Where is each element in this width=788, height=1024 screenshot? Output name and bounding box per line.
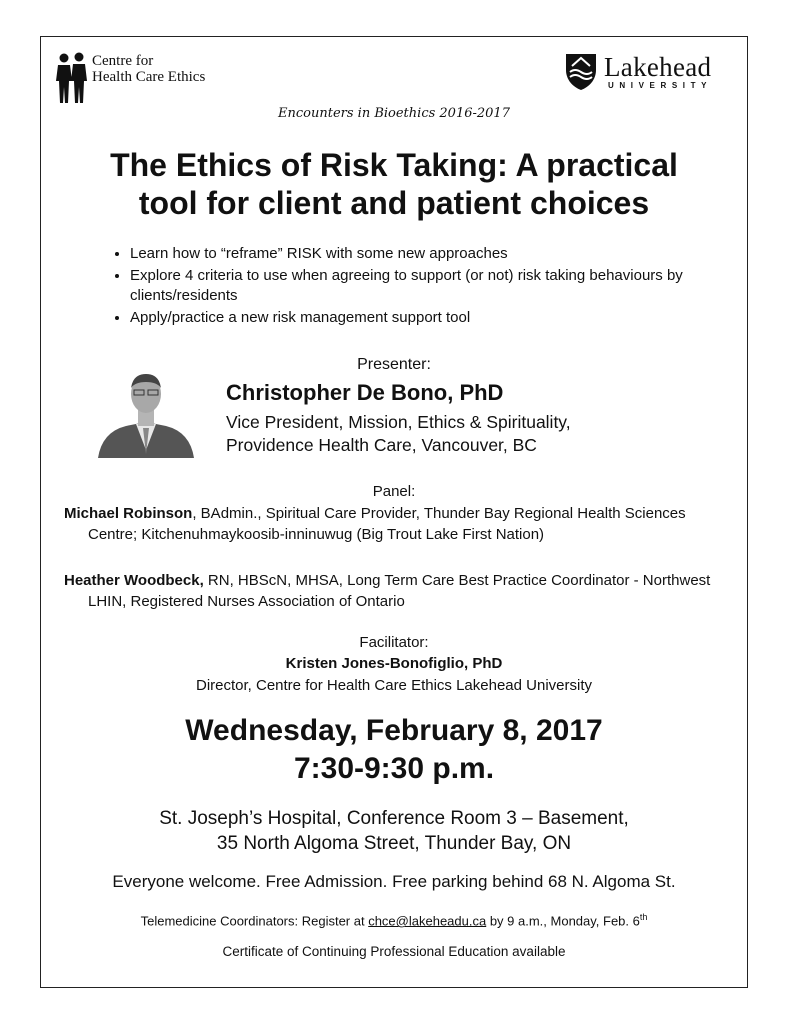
event-time: 7:30-9:30 p.m. (293, 752, 495, 785)
panelist-details: , BAdmin., Spiritual Care Provider, Thunder Bay Regional Health Sciences Centre; Kitchenuhmaykoosib-inninuwug (Big Trout Lake First Nation) (88, 505, 686, 543)
objectives-list (108, 244, 730, 330)
panelist-name: Heather Woodbeck, (64, 572, 204, 589)
event-date: Wednesday, February 8, 2017 (185, 714, 603, 747)
page-title (0, 146, 788, 222)
venue-line1: St. Joseph’s Hospital, Conference Room 3 – Basement, (159, 808, 629, 829)
welcome-note: Everyone welcome. Free Admission. Free parking behind 68 N. Algoma St. (112, 872, 676, 891)
lakehead-subtitle: UNIVERSITY (608, 81, 713, 90)
certificate-note: Certificate of Continuing Professional Education available (222, 944, 566, 959)
series-name: Encounters in Bioethics 2016-2017 (278, 106, 510, 121)
panelist-entry (64, 503, 734, 545)
presenter-role (226, 411, 706, 457)
presenter-label: Presenter: (357, 356, 431, 373)
lakehead-logo (562, 50, 732, 96)
facilitator-name: Kristen Jones-Bonofiglio, PhD (285, 655, 503, 672)
presenter-name: Christopher De Bono, PhD (226, 380, 504, 405)
shield-crest-icon (564, 52, 598, 92)
telemedicine-sup: th (639, 912, 648, 922)
presenter-role-line1: Vice President, Mission, Ethics & Spirituality, (226, 412, 571, 432)
telemedicine-suffix: by 9 a.m., Monday, Feb. 6 (486, 913, 640, 929)
title-line1: The Ethics of Risk Taking: A practical (110, 147, 678, 183)
title-line2: tool for client and patient choices (138, 185, 650, 221)
panelist-entry (64, 570, 734, 612)
panelist-name: Michael Robinson (64, 505, 193, 522)
panelist-details: RN, HBScN, MHSA, Long Term Care Best Practice Coordinator - Northwest LHIN, Registered Nurses Association of Ontario (88, 572, 711, 610)
presenter-photo (92, 368, 200, 458)
objective-item: • Learn how to “reframe” RISK with some new approaches (130, 244, 730, 264)
venue-line2: 35 North Algoma Street, Thunder Bay, ON (216, 833, 572, 854)
event-venue (0, 806, 788, 856)
lakehead-name: Lakehead (604, 52, 712, 82)
objective-item: • Apply/practice a new risk management support tool (130, 308, 730, 328)
objective-item: • Explore 4 criteria to use when agreeing to support (or not) risk taking behaviours by clients/residents (130, 266, 730, 306)
registration-email-link[interactable]: chce@lakeheadu.ca (368, 913, 487, 929)
facilitator-role: Director, Centre for Health Care Ethics Lakehead University (195, 677, 592, 694)
panel-label: Panel: (372, 483, 416, 500)
presenter-role-line2: Providence Health Care, Vancouver, BC (226, 435, 537, 455)
telemedicine-note (0, 912, 788, 928)
telemedicine-prefix: Telemedicine Coordinators: Register at (140, 913, 369, 929)
people-silhouette-icon (54, 52, 90, 104)
facilitator-label: Facilitator: (359, 634, 429, 651)
chce-logo-line1: Centre for (92, 53, 154, 69)
chce-logo (54, 52, 224, 106)
chce-logo-line2: Health Care Ethics (92, 69, 206, 85)
